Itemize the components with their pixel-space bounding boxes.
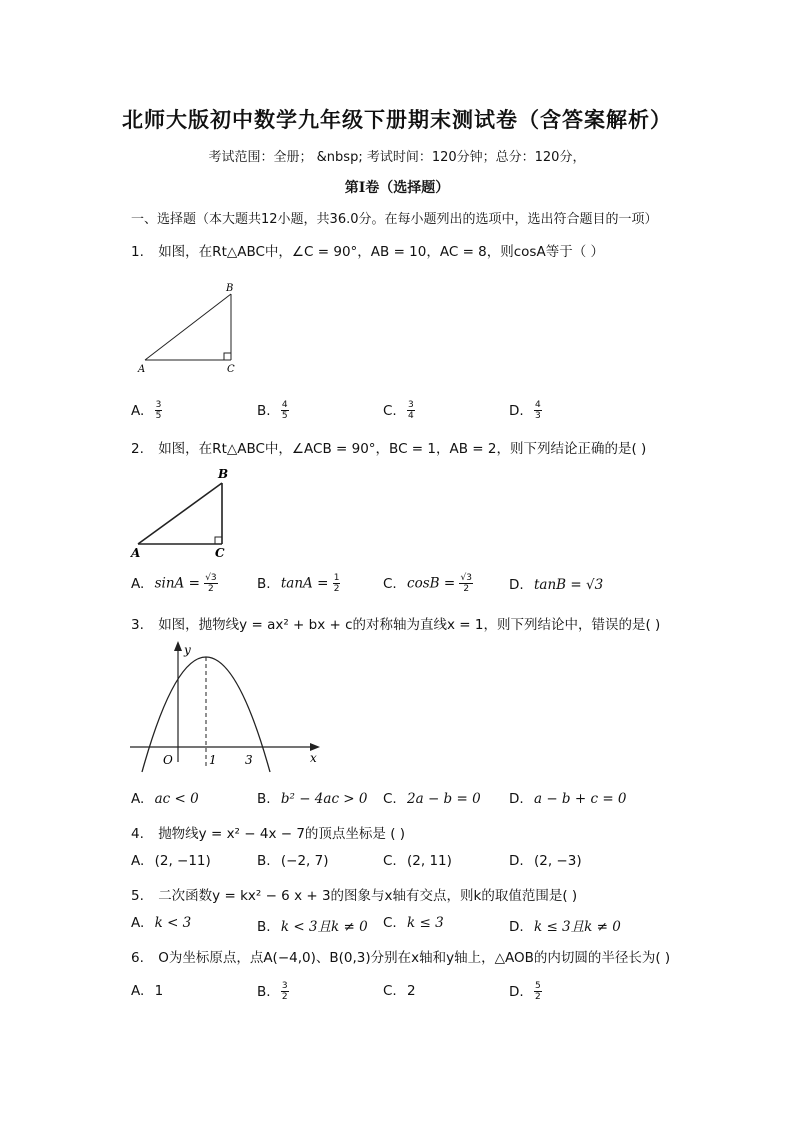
option-b[interactable]: B. k < 3且k ≠ 0 bbox=[257, 919, 368, 935]
option-d[interactable]: D. $\frac{5}{2}$ bbox=[509, 981, 541, 1002]
option-c[interactable]: C. 2a − b = 0 bbox=[383, 791, 481, 807]
question-number: 5. bbox=[131, 888, 144, 904]
question-number: 3. bbox=[131, 617, 144, 633]
question-1 bbox=[131, 240, 604, 260]
question-5 bbox=[131, 884, 577, 904]
option-d[interactable]: D. (2, −3) bbox=[509, 853, 582, 869]
option-a[interactable]: A. 1 bbox=[131, 983, 164, 999]
option-a[interactable]: A. ac < 0 bbox=[131, 791, 199, 807]
option-d[interactable]: D. tanB = √3 bbox=[509, 577, 604, 593]
triangle-figure-1 bbox=[135, 282, 245, 377]
part-heading: 一、选择题（本大题共12小题，共36.0分。在每小题列出的选项中，选出符合题目的一项） bbox=[131, 212, 658, 227]
question-text: 如图，在Rt△ABC中，∠ACB = 90°，BC = 1，AB = 2，则下列结论正确的是( ) bbox=[158, 441, 647, 457]
question-number: 6. bbox=[131, 950, 144, 966]
option-d[interactable]: D. a − b + c = 0 bbox=[509, 791, 627, 807]
option-c[interactable]: C. k ≤ 3 bbox=[383, 915, 444, 931]
option-b[interactable]: B. (−2, 7) bbox=[257, 853, 329, 869]
question-4 bbox=[131, 822, 405, 842]
section-heading: 第Ⅰ卷（选择题） bbox=[344, 180, 450, 196]
option-b[interactable]: B. b² − 4ac > 0 bbox=[257, 791, 368, 807]
origin-label: O bbox=[163, 753, 173, 767]
question-6 bbox=[131, 946, 670, 966]
option-a[interactable]: A. sinA = $\frac{√3}{2}$ bbox=[131, 573, 217, 594]
option-c[interactable]: C. cosB = $\frac{√3}{2}$ bbox=[383, 573, 472, 594]
tick-label-3: 3 bbox=[245, 753, 253, 767]
option-c[interactable]: C. $\frac{3}{4}$ bbox=[383, 400, 414, 421]
figure-label-a: A bbox=[131, 546, 141, 560]
question-2 bbox=[131, 437, 646, 457]
parabola-figure bbox=[128, 640, 328, 770]
figure-label-c: C bbox=[215, 546, 225, 560]
figure-label-a: A bbox=[138, 364, 146, 375]
option-c[interactable]: C. (2, 11) bbox=[383, 853, 452, 869]
question-text: 抛物线y = x² − 4x − 7的顶点坐标是 ( ) bbox=[158, 826, 406, 842]
option-b[interactable]: B. tanA = $\frac{1}{2}$ bbox=[257, 573, 340, 594]
question-text: 如图，抛物线y = ax² + bx + c的对称轴为直线x = 1，则下列结论中，错误的是( ) bbox=[158, 617, 661, 633]
axis-label-y: y bbox=[184, 643, 191, 657]
question-number: 2. bbox=[131, 441, 144, 457]
option-b[interactable]: B. $\frac{4}{5}$ bbox=[257, 400, 288, 421]
tick-label-1: 1 bbox=[209, 753, 217, 767]
question-number: 1. bbox=[131, 244, 144, 260]
figure-label-b: B bbox=[226, 283, 234, 294]
option-d[interactable]: D. $\frac{4}{3}$ bbox=[509, 400, 541, 421]
question-text: O为坐标原点，点A(−4,0)、B(0,3)分别在x轴和y轴上，△AOB的内切圆的半径长为( ) bbox=[158, 950, 671, 966]
axis-label-x: x bbox=[310, 751, 317, 765]
option-a[interactable]: A. k < 3 bbox=[131, 915, 192, 931]
option-c[interactable]: C. 2 bbox=[383, 983, 416, 999]
figure-label-b: B bbox=[218, 467, 229, 481]
page-title: 北师大版初中数学九年级下册期末测试卷（含答案解析） bbox=[122, 107, 672, 132]
exam-meta: 考试范围：全册； &nbsp; 考试时间：120分钟；总分：120分， bbox=[208, 150, 586, 165]
question-3 bbox=[131, 613, 660, 633]
question-number: 4. bbox=[131, 826, 144, 842]
option-a[interactable]: A. (2, −11) bbox=[131, 853, 211, 869]
figure-label-c: C bbox=[227, 364, 235, 375]
option-b[interactable]: B. $\frac{3}{2}$ bbox=[257, 981, 288, 1002]
option-a[interactable]: A. $\frac{3}{5}$ bbox=[131, 400, 162, 421]
question-text: 二次函数y = kx² − 6 x + 3的图象与x轴有交点，则k的取值范围是( ) bbox=[158, 888, 578, 904]
triangle-figure-2 bbox=[130, 465, 240, 560]
question-text: 如图，在Rt△ABC中，∠C = 90°，AB = 10，AC = 8，则cosA等于（ ） bbox=[158, 244, 604, 260]
option-d[interactable]: D. k ≤ 3且k ≠ 0 bbox=[509, 919, 621, 935]
